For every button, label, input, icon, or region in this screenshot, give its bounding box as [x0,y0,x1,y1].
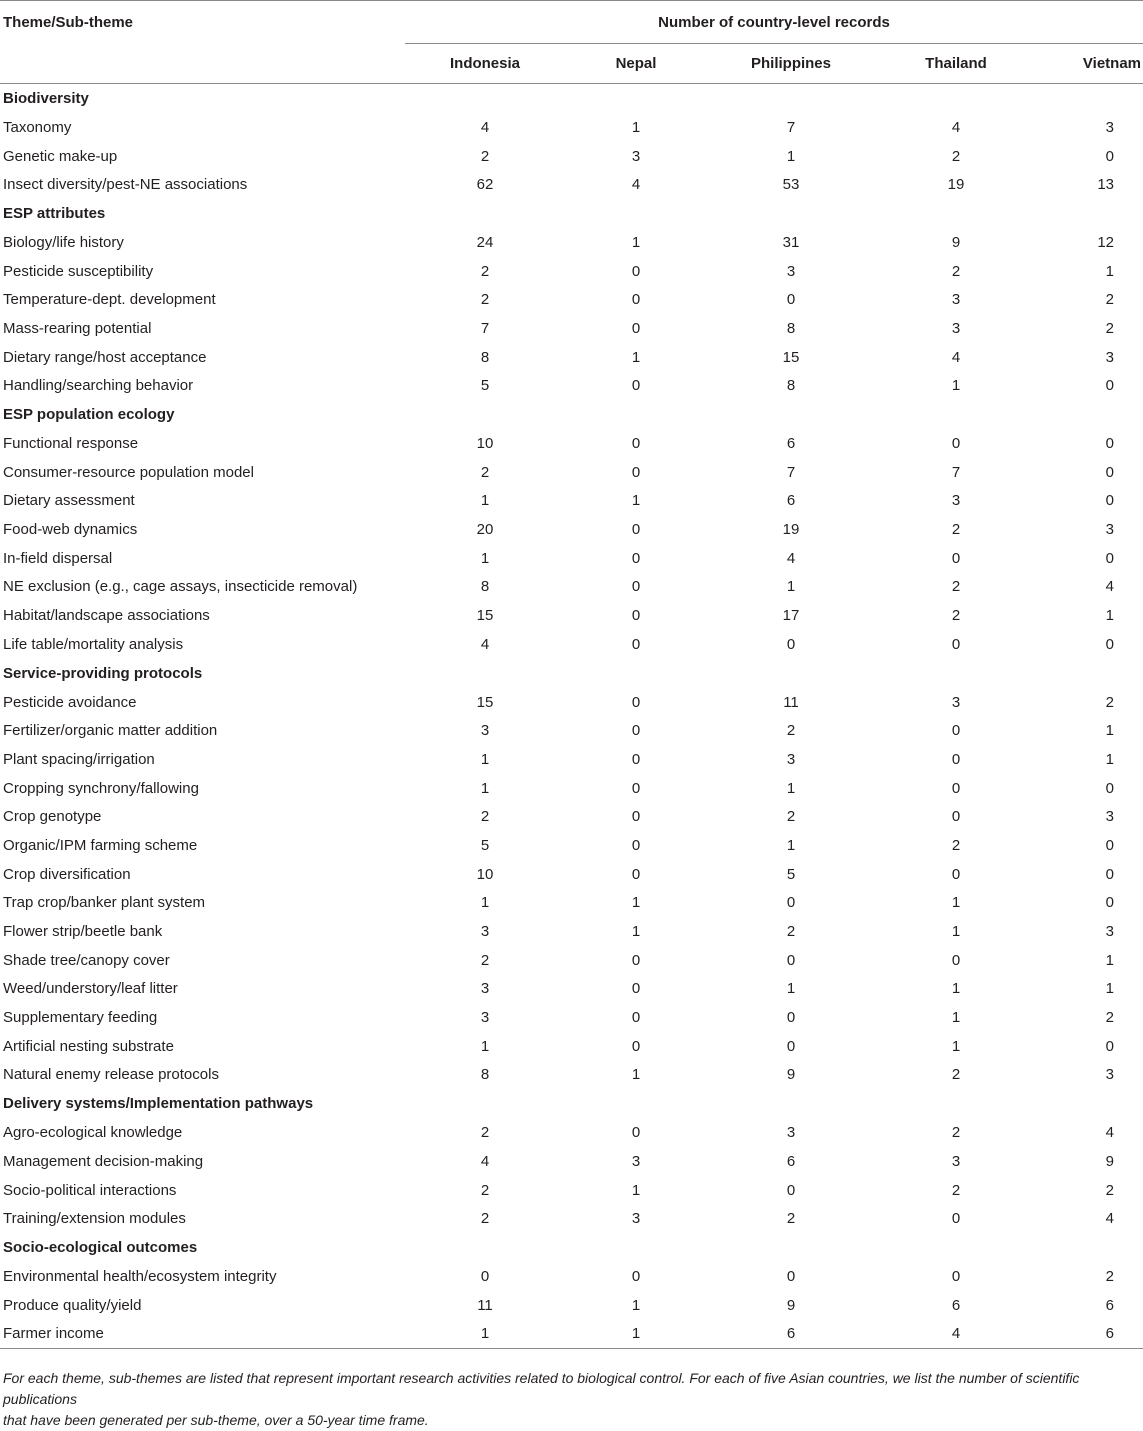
table-row [0,745,1143,774]
count-cell-indonesia: 8 [480,1066,490,1084]
count-cell-philippines: 0 [786,291,796,309]
theme-heading: Socio-ecological outcomes [3,1239,198,1257]
header-row-group [0,1,1143,44]
count-cell-thailand: 9 [951,233,961,251]
count-cell-vietnam: 3 [1105,923,1115,941]
count-cell-vietnam: 2 [1105,693,1115,711]
count-cell-vietnam: 0 [1105,1037,1115,1055]
count-cell-indonesia: 7 [480,319,490,337]
count-cell-philippines: 0 [786,951,796,969]
count-cell-thailand: 3 [951,1152,961,1170]
table-body [0,84,1143,1349]
table-row [0,716,1143,745]
subtheme-label: Fertilizer/organic matter addition [3,722,218,740]
count-cell-indonesia: 1 [405,1319,565,1348]
count-cell-indonesia: 2 [480,147,490,165]
count-cell-vietnam: 0 [1105,147,1115,165]
count-cell-philippines: 0 [786,635,796,653]
count-cell-thailand: 0 [951,1267,961,1285]
count-cell-nepal: 1 [631,923,641,941]
table-row [0,1291,1143,1320]
count-cell-nepal: 0 [631,319,641,337]
count-cell-nepal: 0 [631,549,641,567]
subtheme-label: Socio-political interactions [3,1181,177,1199]
country-header-vietnam: Vietnam [1037,44,1143,84]
count-cell-indonesia: 3 [480,1009,490,1027]
count-cell-philippines: 8 [786,377,796,395]
count-cell-philippines: 2 [786,722,796,740]
count-cell-thailand: 0 [951,435,961,453]
count-cell-nepal: 0 [631,521,641,539]
count-cell-vietnam: 0 [1105,549,1115,567]
table-row [0,1176,1143,1205]
count-cell-nepal: 0 [631,1037,641,1055]
count-cell-philippines: 5 [786,865,796,883]
count-cell-philippines: 9 [786,1066,796,1084]
count-cell-philippines: 6 [707,1319,875,1348]
count-cell-thailand: 2 [951,1181,961,1199]
count-cell-indonesia: 10 [476,865,494,883]
count-cell-thailand: 2 [951,262,961,280]
count-cell-indonesia: 8 [480,578,490,596]
subtheme-label: Temperature-dept. development [3,291,216,309]
count-cell-indonesia: 2 [480,1124,490,1142]
count-cell-vietnam: 3 [1105,348,1115,366]
count-cell-nepal: 0 [631,693,641,711]
count-cell-indonesia: 2 [480,291,490,309]
count-cell-philippines: 6 [786,492,796,510]
table-row [0,1204,1143,1233]
theme-row [0,199,1143,228]
count-cell-thailand: 2 [951,836,961,854]
count-cell-thailand: 2 [951,1066,961,1084]
table-row [0,774,1143,803]
count-cell-indonesia: 24 [476,233,494,251]
count-cell-nepal: 1 [565,1319,707,1348]
count-cell-vietnam: 1 [1105,722,1115,740]
subtheme-label: Farmer income [0,1319,405,1348]
count-cell-vietnam: 0 [1105,779,1115,797]
subtheme-label: Plant spacing/irrigation [3,750,155,768]
theme-heading: Biodiversity [3,90,89,107]
subtheme-label: Insect diversity/pest-NE associations [3,176,248,194]
count-cell-indonesia: 3 [480,722,490,740]
count-cell-indonesia: 2 [480,463,490,481]
count-cell-nepal: 0 [631,722,641,740]
table-row [0,860,1143,889]
count-cell-vietnam: 1 [1105,262,1115,280]
table-row [0,429,1143,458]
count-cell-nepal: 3 [631,1152,641,1170]
count-cell-thailand: 6 [951,1296,961,1314]
count-cell-philippines: 15 [782,348,800,366]
count-cell-indonesia: 1 [480,492,490,510]
table-row [0,1262,1143,1291]
count-cell-nepal: 0 [631,635,641,653]
table-row [0,601,1143,630]
subtheme-label: Food-web dynamics [3,521,138,539]
count-cell-indonesia: 3 [480,923,490,941]
count-cell-nepal: 0 [631,607,641,625]
count-cell-vietnam: 0 [1105,377,1115,395]
table-row [0,917,1143,946]
count-cell-thailand: 3 [951,319,961,337]
table-footnote [3,1368,1141,1431]
theme-row [0,84,1143,114]
count-cell-indonesia: 5 [480,836,490,854]
table-row [0,1118,1143,1147]
count-cell-vietnam: 6 [1105,1296,1115,1314]
count-cell-thailand: 3 [951,291,961,309]
count-cell-vietnam: 2 [1105,1267,1115,1285]
table-row [0,688,1143,717]
theme-heading: Service-providing protocols [3,664,203,682]
subtheme-label: Crop genotype [3,808,102,826]
count-cell-thailand: 0 [951,779,961,797]
count-cell-vietnam: 2 [1105,291,1115,309]
count-cell-thailand: 2 [951,521,961,539]
count-cell-thailand: 1 [951,923,961,941]
table-row [0,257,1143,286]
table-row [0,487,1143,516]
count-cell-nepal: 0 [631,1267,641,1285]
count-cell-indonesia: 4 [480,1152,490,1170]
count-cell-vietnam: 13 [1097,176,1115,194]
count-cell-thailand: 2 [951,607,961,625]
country-header-philippines: Philippines [707,44,875,84]
table-row [0,630,1143,659]
subtheme-label: Taxonomy [3,118,72,136]
subtheme-label: Flower strip/beetle bank [3,923,163,941]
count-cell-vietnam: 1 [1105,750,1115,768]
count-cell-thailand: 7 [951,463,961,481]
table-row [0,802,1143,831]
count-cell-philippines: 31 [782,233,800,251]
count-cell-nepal: 1 [631,233,641,251]
count-cell-philippines: 1 [786,147,796,165]
subtheme-label: Life table/mortality analysis [3,635,184,653]
count-cell-thailand: 0 [951,865,961,883]
count-cell-philippines: 0 [786,1181,796,1199]
subtheme-label: Handling/searching behavior [3,377,194,395]
count-cell-philippines: 2 [786,1210,796,1228]
count-cell-nepal: 3 [631,147,641,165]
subtheme-label: Shade tree/canopy cover [3,951,170,969]
count-cell-indonesia: 15 [476,607,494,625]
count-cell-thailand: 4 [951,348,961,366]
subtheme-label: Crop diversification [3,865,131,883]
count-cell-philippines: 9 [786,1296,796,1314]
count-cell-thailand: 1 [951,1037,961,1055]
count-cell-nepal: 0 [631,808,641,826]
count-cell-philippines: 6 [786,1152,796,1170]
count-cell-indonesia: 4 [480,118,490,136]
count-cell-indonesia: 2 [480,1181,490,1199]
count-cell-indonesia: 62 [476,176,494,194]
count-cell-indonesia: 3 [480,980,490,998]
subtheme-label: Artificial nesting substrate [3,1037,174,1055]
count-cell-philippines: 1 [786,578,796,596]
count-cell-vietnam: 6 [1037,1319,1143,1348]
count-cell-nepal: 0 [631,836,641,854]
count-cell-philippines: 3 [786,262,796,280]
count-cell-nepal: 0 [631,1009,641,1027]
theme-row [0,1233,1143,1262]
count-cell-vietnam: 4 [1105,1124,1115,1142]
count-cell-vietnam: 0 [1105,894,1115,912]
subtheme-label: Training/extension modules [3,1210,186,1228]
count-cell-vietnam: 9 [1105,1152,1115,1170]
table-row [0,343,1143,372]
count-cell-vietnam: 2 [1105,319,1115,337]
count-cell-thailand: 1 [951,377,961,395]
theme-row [0,400,1143,429]
count-cell-nepal: 0 [631,578,641,596]
table-row [0,458,1143,487]
count-cell-thailand: 2 [951,578,961,596]
count-cell-vietnam: 1 [1105,980,1115,998]
country-header-indonesia: Indonesia [405,44,565,84]
count-cell-thailand: 0 [951,549,961,567]
table-row [0,889,1143,918]
count-cell-thailand: 0 [951,750,961,768]
subtheme-label: Biology/life history [3,233,124,251]
subtheme-label: Agro-ecological knowledge [3,1124,183,1142]
count-cell-thailand: 0 [951,808,961,826]
count-cell-thailand: 19 [947,176,965,194]
count-cell-nepal: 0 [631,865,641,883]
subtheme-label: In-field dispersal [3,549,113,567]
count-cell-philippines: 0 [786,1037,796,1055]
count-cell-indonesia: 2 [480,808,490,826]
header-row-countries [0,44,1143,84]
subtheme-label: Habitat/landscape associations [3,607,210,625]
count-cell-vietnam: 1 [1105,951,1115,969]
count-cell-nepal: 0 [631,435,641,453]
count-cell-vietnam: 3 [1105,521,1115,539]
count-cell-indonesia: 2 [480,262,490,280]
count-cell-indonesia: 15 [476,693,494,711]
country-header-thailand: Thailand [875,44,1037,84]
count-cell-philippines: 53 [782,176,800,194]
count-cell-philippines: 0 [786,1009,796,1027]
subtheme-label: Management decision-making [3,1152,204,1170]
count-cell-vietnam: 0 [1105,635,1115,653]
count-cell-nepal: 0 [631,779,641,797]
count-cell-philippines: 8 [786,319,796,337]
count-cell-philippines: 4 [786,549,796,567]
count-cell-vietnam: 0 [1105,435,1115,453]
count-cell-vietnam: 0 [1105,836,1115,854]
table-row [0,113,1143,142]
count-cell-indonesia: 8 [480,348,490,366]
count-cell-nepal: 1 [631,348,641,366]
count-cell-thailand: 0 [951,635,961,653]
count-cell-nepal: 0 [631,463,641,481]
count-cell-thailand: 1 [951,980,961,998]
count-cell-nepal: 1 [631,894,641,912]
footnote-line: For each theme, sub-themes are listed that represent important research activities related to biological control. For each of five Asian countries, we list the number of scientific publications [3,1370,1080,1407]
table-row [0,1032,1143,1061]
count-cell-philippines: 17 [782,607,800,625]
count-cell-thailand: 4 [951,118,961,136]
table-row [0,1003,1143,1032]
count-cell-vietnam: 4 [1105,578,1115,596]
count-cell-vietnam: 2 [1105,1009,1115,1027]
country-header-nepal: Nepal [565,44,707,84]
table-row [0,228,1143,257]
table-row [0,372,1143,401]
count-cell-indonesia: 1 [480,549,490,567]
table-row [0,544,1143,573]
table-row [0,285,1143,314]
subtheme-label: Mass-rearing potential [3,319,152,337]
theme-row [0,659,1143,688]
count-cell-thailand: 3 [951,492,961,510]
theme-heading: Delivery systems/Implementation pathways [3,1095,314,1113]
count-cell-indonesia: 2 [480,1210,490,1228]
table-row [0,975,1143,1004]
count-cell-thailand: 0 [951,722,961,740]
count-cell-nepal: 1 [631,1296,641,1314]
count-cell-vietnam: 1 [1105,607,1115,625]
count-cell-indonesia: 4 [480,635,490,653]
count-cell-philippines: 2 [786,808,796,826]
count-cell-vietnam: 0 [1105,492,1115,510]
count-cell-thailand: 4 [875,1319,1037,1348]
count-cell-vietnam: 3 [1105,1066,1115,1084]
count-cell-philippines: 3 [786,750,796,768]
count-cell-nepal: 1 [631,118,641,136]
theme-row [0,1089,1143,1118]
subtheme-label: Consumer-resource population model [3,463,254,481]
subtheme-label: Supplementary feeding [3,1009,158,1027]
count-cell-nepal: 3 [631,1210,641,1228]
count-cell-philippines: 7 [786,118,796,136]
table-row [0,142,1143,171]
subtheme-label: Cropping synchrony/fallowing [3,779,199,797]
count-cell-thailand: 1 [951,1009,961,1027]
count-cell-philippines: 1 [786,836,796,854]
count-cell-nepal: 0 [631,377,641,395]
count-cell-vietnam: 3 [1105,808,1115,826]
footnote-line: that have been generated per sub-theme, over a 50-year time frame. [3,1412,429,1428]
table-row [0,1147,1143,1176]
table-row [0,946,1143,975]
subtheme-label: NE exclusion (e.g., cage assays, insecticide removal) [3,578,358,596]
count-cell-nepal: 4 [631,176,641,194]
count-cell-indonesia: 2 [480,951,490,969]
subtheme-label: Weed/understory/leaf litter [3,980,178,998]
count-cell-vietnam: 0 [1105,463,1115,481]
subtheme-label: Organic/IPM farming scheme [3,836,198,854]
subtheme-label: Dietary range/host acceptance [3,348,207,366]
count-cell-indonesia: 1 [480,779,490,797]
subtheme-label: Dietary assessment [3,492,135,510]
count-cell-indonesia: 1 [480,1037,490,1055]
count-cell-nepal: 1 [631,1181,641,1199]
subtheme-label: Natural enemy release protocols [3,1066,219,1084]
count-cell-indonesia: 1 [480,750,490,768]
count-cell-nepal: 1 [631,492,641,510]
subtheme-label: Pesticide susceptibility [3,262,154,280]
table-row [0,1061,1143,1090]
count-cell-thailand: 1 [951,894,961,912]
count-cell-philippines: 3 [786,1124,796,1142]
count-cell-philippines: 1 [786,779,796,797]
count-cell-vietnam: 4 [1105,1210,1115,1228]
count-cell-nepal: 0 [631,750,641,768]
subtheme-label: Functional response [3,435,139,453]
subtheme-label: Environmental health/ecosystem integrity [3,1267,277,1285]
table-row [0,314,1143,343]
theme-column-header: Theme/Sub-theme [0,1,405,44]
theme-heading: ESP attributes [3,205,106,223]
count-cell-thailand: 0 [951,951,961,969]
count-cell-nepal: 0 [631,262,641,280]
count-cell-thailand: 2 [951,1124,961,1142]
table-row [0,515,1143,544]
table-row [0,831,1143,860]
count-cell-philippines: 11 [783,693,799,711]
count-cell-vietnam: 0 [1105,865,1115,883]
table-row [0,573,1143,602]
table-row [0,170,1143,199]
count-cell-philippines: 6 [786,435,796,453]
subtheme-label: Trap crop/banker plant system [3,894,206,912]
subtheme-label: Produce quality/yield [3,1296,142,1314]
count-cell-nepal: 0 [631,291,641,309]
count-cell-vietnam: 12 [1097,233,1115,251]
subtheme-label: Genetic make-up [3,147,118,165]
count-cell-nepal: 0 [631,980,641,998]
theme-heading: ESP population ecology [3,406,175,424]
count-cell-nepal: 0 [631,1124,641,1142]
count-cell-philippines: 2 [786,923,796,941]
count-cell-indonesia: 11 [477,1296,493,1314]
count-cell-vietnam: 3 [1105,118,1115,136]
count-cell-vietnam: 2 [1105,1181,1115,1199]
count-cell-indonesia: 0 [480,1267,490,1285]
records-group-header: Number of country-level records [405,1,1143,44]
count-cell-indonesia: 1 [480,894,490,912]
count-cell-philippines: 19 [782,521,800,539]
count-cell-indonesia: 5 [480,377,490,395]
count-cell-philippines: 0 [786,1267,796,1285]
count-cell-indonesia: 20 [476,521,494,539]
count-cell-thailand: 0 [951,1210,961,1228]
count-cell-philippines: 7 [786,463,796,481]
count-cell-nepal: 1 [631,1066,641,1084]
count-cell-thailand: 2 [951,147,961,165]
count-cell-philippines: 0 [786,894,796,912]
subtheme-label: Pesticide avoidance [3,693,137,711]
count-cell-philippines: 1 [786,980,796,998]
count-cell-thailand: 3 [951,693,961,711]
count-cell-nepal: 0 [631,951,641,969]
count-cell-indonesia: 10 [476,435,494,453]
table-row [0,1319,1143,1348]
